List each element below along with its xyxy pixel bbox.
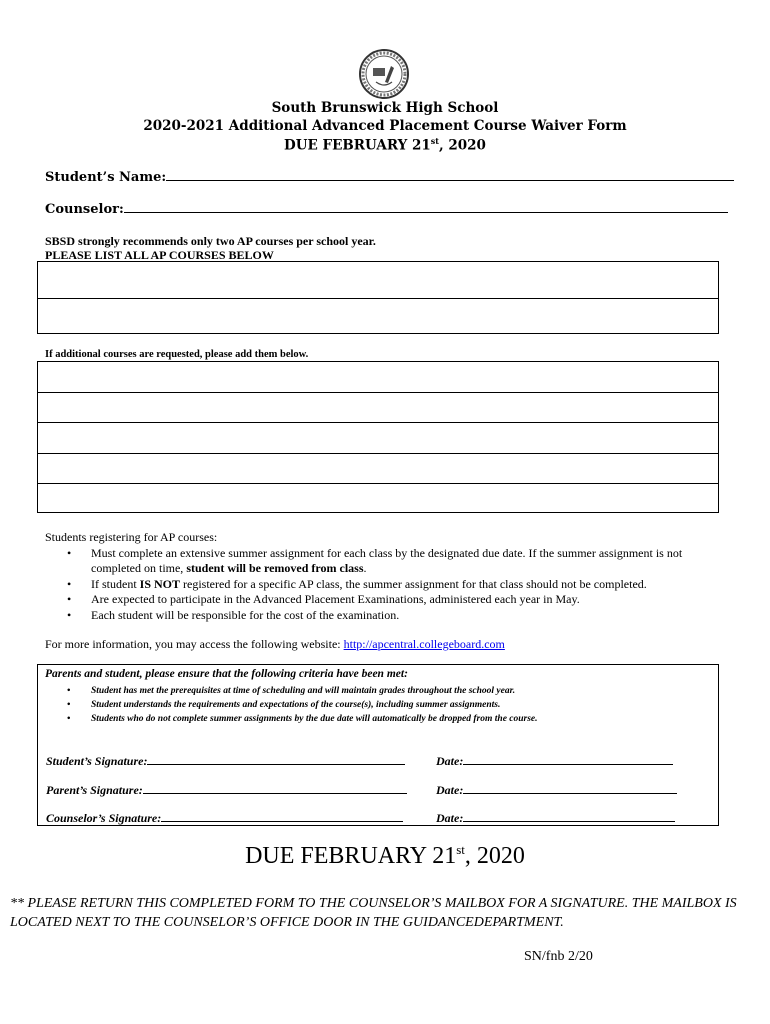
additional-courses-label: If additional courses are requested, please add them below. bbox=[45, 349, 309, 360]
counselor-signature-line[interactable] bbox=[46, 811, 403, 826]
counselor-signature-label: Counselor’s Signature: bbox=[46, 811, 162, 825]
additional-course-row[interactable] bbox=[38, 484, 718, 512]
parent-signature-label: Parent’s Signature: bbox=[46, 783, 143, 797]
parent-signature-line[interactable] bbox=[46, 783, 407, 798]
additional-course-row[interactable] bbox=[38, 393, 718, 423]
student-signature-line[interactable] bbox=[46, 754, 405, 769]
date-label: Date: bbox=[436, 811, 464, 825]
criteria-list bbox=[45, 684, 705, 726]
signature-box bbox=[37, 664, 719, 826]
school-name: South Brunswick High School bbox=[271, 100, 499, 116]
return-instructions: ** PLEASE RETURN THIS COMPLETED FORM TO THE COUNSELOR’S MAILBOX FOR A SIGNATURE. THE MAILBOX IS LOCATED NEXT TO THE COUNSELOR’S OFFICE DOOR IN THE GUIDANCEDEPARTMENT. bbox=[10, 896, 737, 930]
list-item: • Must complete an extensive summer assignment for each class by the designated due date. If the summer assignment is not completed on time, student will be removed from class. bbox=[45, 546, 715, 577]
counselor-label: Counselor: bbox=[45, 202, 124, 217]
recommendation-line: SBSD strongly recommends only two AP courses per school year. bbox=[45, 234, 376, 248]
registering-info bbox=[45, 530, 715, 623]
list-courses-heading: PLEASE LIST ALL AP COURSES BELOW bbox=[45, 248, 274, 262]
registering-intro: Students registering for AP courses: bbox=[45, 530, 218, 544]
additional-course-row[interactable] bbox=[38, 423, 718, 454]
due-date-footer: DUE FEBRUARY 21st, 2020 bbox=[245, 842, 525, 869]
parent-date-line[interactable] bbox=[436, 783, 677, 798]
additional-courses-table bbox=[37, 361, 719, 513]
collegeboard-link[interactable]: http://apcentral.collegeboard.com bbox=[343, 637, 505, 651]
course-entry-row[interactable] bbox=[38, 299, 718, 333]
additional-course-row[interactable] bbox=[38, 362, 718, 393]
course-entry-row[interactable] bbox=[38, 262, 718, 299]
counselor-date-line[interactable] bbox=[436, 811, 675, 826]
student-signature-label: Student’s Signature: bbox=[46, 754, 148, 768]
list-item: • If student IS NOT registered for a specific AP class, the summer assignment for that class should not be completed. bbox=[45, 577, 715, 593]
additional-course-row[interactable] bbox=[38, 454, 718, 484]
counselor-field[interactable] bbox=[45, 202, 728, 217]
criteria-heading: Parents and student, please ensure that the following criteria have been met: bbox=[45, 668, 408, 680]
student-date-line[interactable] bbox=[436, 754, 673, 769]
date-label: Date: bbox=[436, 754, 464, 768]
due-date-header: DUE FEBRUARY 21st, 2020 bbox=[284, 136, 486, 154]
student-name-field[interactable] bbox=[45, 170, 734, 185]
more-info-line: For more information, you may access the following website: http://apcentral.collegeboard.com bbox=[45, 637, 505, 651]
student-name-label: Student’s Name: bbox=[45, 170, 167, 185]
ap-courses-table bbox=[37, 261, 719, 334]
list-item: • Each student will be responsible for the cost of the examination. bbox=[45, 608, 715, 624]
form-title: 2020-2021 Additional Advanced Placement Course Waiver Form bbox=[143, 118, 627, 134]
list-item: • Are expected to participate in the Advanced Placement Examinations, administered each year in May. bbox=[45, 592, 715, 608]
school-seal-logo bbox=[358, 48, 410, 100]
form-reference: SN/fnb 2/20 bbox=[524, 949, 593, 964]
registering-list bbox=[45, 546, 715, 624]
list-item: • Student has met the prerequisites at time of scheduling and will maintain grades throughout the school year. bbox=[45, 684, 705, 698]
list-item: • Student understands the requirements and expectations of the course(s), including summer assignments. bbox=[45, 698, 705, 712]
list-item: • Students who do not complete summer assignments by the due date will automatically be dropped from the course. bbox=[45, 712, 705, 726]
date-label: Date: bbox=[436, 783, 464, 797]
